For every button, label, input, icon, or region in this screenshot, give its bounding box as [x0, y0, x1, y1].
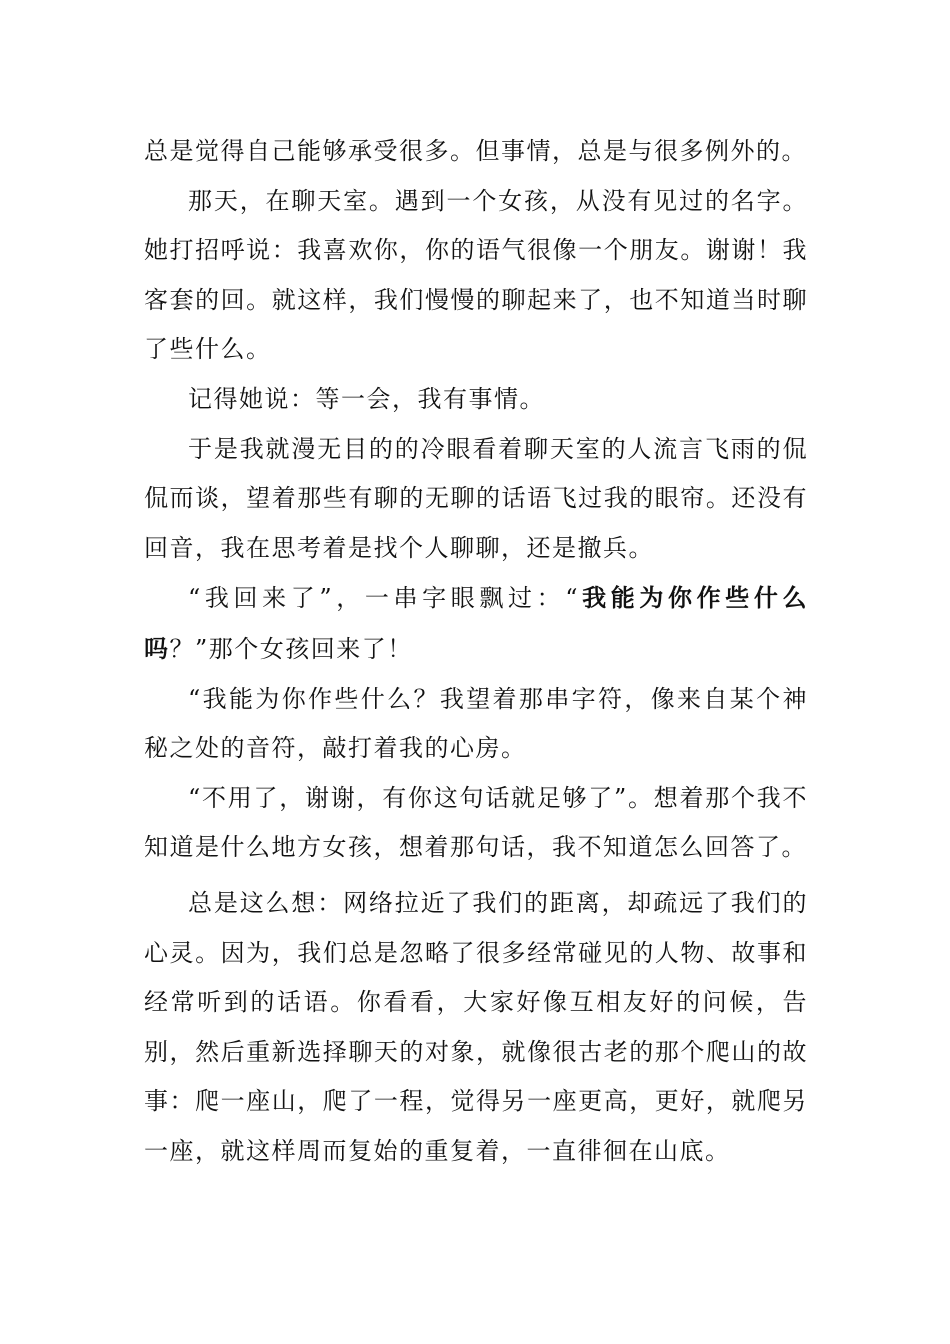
paragraph-2 [144, 177, 808, 375]
paragraph-text: 总是这么想：网络拉近了我们的距离，却疏远了我们的心灵。因为，我们总是忽略了很多经常碰见的人物、故事和经常听到的话语。你看看，大家好像互相友好的问候，告别，然后重新选择聊天的对象，就像很古老的那个爬山的故事：爬一座山，爬了一程，觉得另一座更高，更好，就爬另一座，就这样周而复始的重复着，一直徘徊在山底。 [144, 888, 808, 1165]
paragraph-text: 记得她说：等一会，我有事情。 [188, 384, 545, 413]
document-body [144, 127, 808, 1176]
paragraph-7 [144, 774, 808, 873]
paragraph-text: “我能为你作些什么？我望着那串字符，像来自某个神秘之处的音符，敲打着我的心房。 [144, 684, 808, 763]
paragraph-text: 那天，在聊天室。遇到一个女孩，从没有见过的名字。她打招呼说：我喜欢你，你的语气很像一个朋友。谢谢！我客套的回。就这样，我们慢慢的聊起来了，也不知道当时聊了些什么。 [144, 186, 808, 364]
bold-quote-text: 我能为你作些什么吗 [144, 583, 809, 663]
paragraph-text: ？”那个女孩回来了！ [169, 634, 413, 663]
paragraph-5 [144, 573, 808, 674]
paragraph-text: “我回来了”，一串字眼飘过：“ [188, 584, 580, 613]
paragraph-1 [144, 127, 808, 177]
paragraph-text: 于是我就漫无目的的冷眼看着聊天室的人流言飞雨的侃侃而谈，望着那些有聊的无聊的话语飞过我的眼帘。还没有回音，我在思考着是找个人聊聊，还是撤兵。 [144, 434, 808, 562]
paragraph-6 [144, 675, 808, 774]
paragraph-text: “不用了，谢谢，有你这句话就足够了”。想着那个我不知道是什么地方女孩，想着那句话，我不知道怎么回答了。 [144, 783, 808, 862]
paragraph-text: 总是觉得自己能够承受很多。但事情，总是与很多例外的。 [144, 137, 807, 165]
paragraph-3 [144, 375, 808, 425]
paragraph-8 [144, 879, 808, 1177]
paragraph-4 [144, 425, 808, 574]
